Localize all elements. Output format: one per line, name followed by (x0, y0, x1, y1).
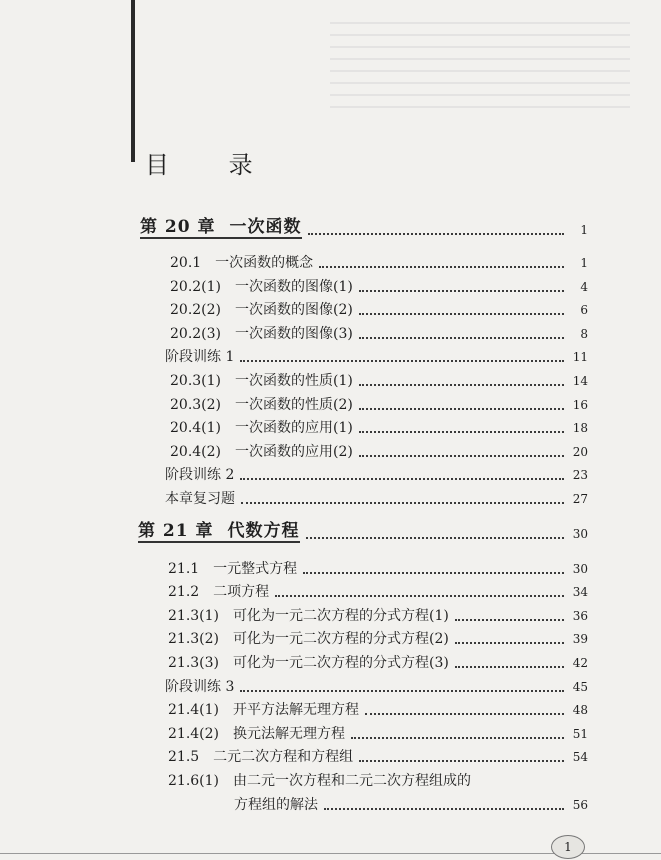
toc-entry[interactable]: 阶段训练 1 11 (165, 349, 588, 365)
toc-entry[interactable]: 21.3(2) 可化为一元二次方程的分式方程(2) 39 (168, 631, 588, 647)
toc-entry[interactable]: 21.3(3) 可化为一元二次方程的分式方程(3) 42 (168, 655, 588, 671)
chapter-heading[interactable] (140, 218, 588, 239)
dot-leader (308, 232, 565, 235)
toc-entry[interactable]: 20.1 一次函数的概念 1 (170, 255, 588, 271)
toc-entry[interactable]: 20.3(1) 一次函数的性质(1) 14 (170, 373, 588, 389)
page-title: 目 录 (145, 151, 279, 179)
chapter-title: 第 20 章 一次函数 (140, 217, 302, 237)
toc-entry[interactable]: 本章复习题 27 (165, 491, 588, 507)
toc-entry[interactable]: 21.4(2) 换元法解无理方程 51 (168, 726, 588, 742)
toc-entry[interactable]: 20.4(2) 一次函数的应用(2) 20 (170, 444, 588, 460)
toc-entry[interactable]: 21.3(1) 可化为一元二次方程的分式方程(1) 36 (168, 608, 588, 624)
toc-entry[interactable]: 21.2 二项方程 34 (168, 584, 588, 600)
toc-entry[interactable]: 21.1 一元整式方程 30 (168, 561, 588, 577)
toc-entry[interactable]: 20.2(2) 一次函数的图像(2) 6 (170, 302, 588, 318)
toc-entry[interactable]: 21.4(1) 开平方法解无理方程 48 (168, 702, 588, 718)
toc-entry[interactable]: 20.4(1) 一次函数的应用(1) 18 (170, 420, 588, 436)
dot-leader (306, 536, 565, 539)
toc-entry-first-line[interactable]: 21.6(1) 由二元一次方程和二元二次方程组成的 (168, 773, 472, 789)
page-number-badge: 1 (551, 835, 585, 859)
chapter-heading[interactable] (138, 522, 588, 543)
chapter-title: 第 21 章 代数方程 (138, 521, 300, 541)
toc-entry[interactable]: 阶段训练 3 45 (165, 679, 588, 695)
toc-entry[interactable]: 方程组的解法 56 (234, 797, 588, 813)
toc-entry[interactable]: 20.2(1) 一次函数的图像(1) 4 (170, 279, 588, 295)
chapter-page-number: 1 (580, 223, 588, 237)
toc-entry[interactable]: 20.3(2) 一次函数的性质(2) 16 (170, 397, 588, 413)
toc-entry[interactable]: 21.5 二元二次方程和方程组 54 (168, 749, 588, 765)
toc-entry[interactable]: 阶段训练 2 23 (165, 467, 588, 483)
chapter-page-number: 30 (572, 527, 588, 541)
toc-entry[interactable]: 20.2(3) 一次函数的图像(3) 8 (170, 326, 588, 342)
